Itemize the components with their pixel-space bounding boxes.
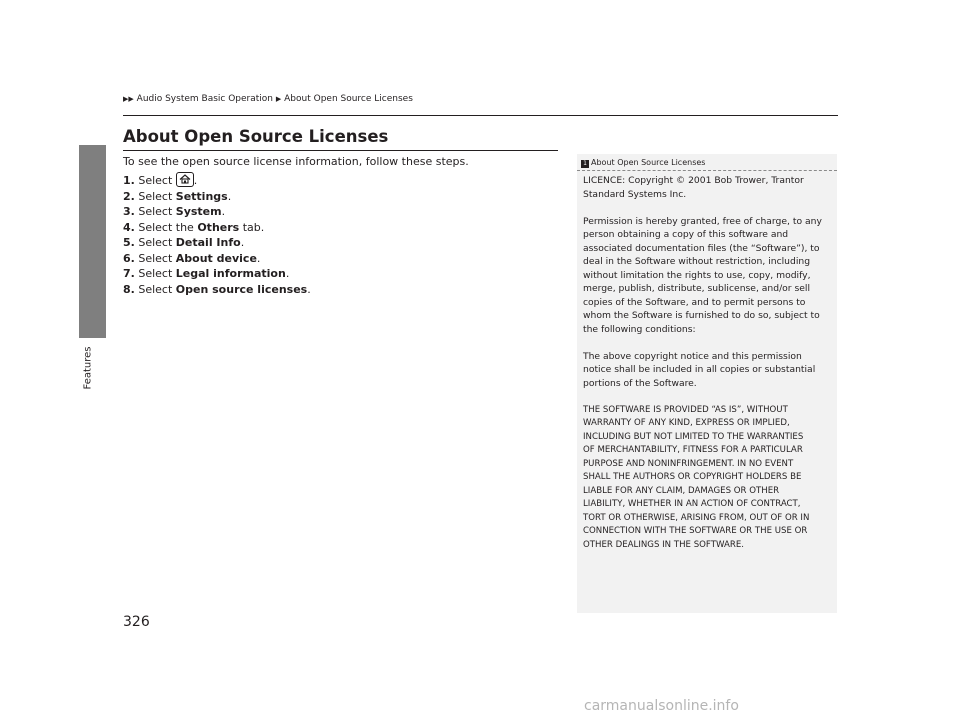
step-item: 3. Select System. [123,205,226,218]
note-panel [577,154,837,613]
header-rule [123,115,838,116]
page-title: About Open Source Licenses [123,127,389,146]
note-heading: 1 About Open Source Licenses [581,158,705,168]
section-tab-label: Features [82,346,94,390]
breadcrumb-arrow-icon: ▶▶ [123,95,134,103]
note-paragraph: The above copyright notice and this permission notice shall be included in all copies or substantial portions of the Software. [583,350,816,389]
step-item: 5. Select Detail Info. [123,236,245,249]
home-icon [176,172,194,187]
breadcrumb-item-open-source[interactable]: About Open Source Licenses [284,94,413,104]
step-item: 8. Select Open source licenses. [123,282,311,296]
note-paragraph: Permission is hereby granted, free of charge, to any person obtaining a copy of this software and associated documentation files (the “Software”), to deal in the Software without restriction, including without limitation the rights to use, copy, modify, merge, publish, distribute, sublicense, and/or sell copies of the Software, and to permit persons to whom the Software is furnished to do so, subject to the following conditions: [583,215,822,335]
note-rule [577,170,837,171]
page-number: 326 [123,614,150,630]
step-item: 2. Select Settings. [123,189,232,203]
section-tab [79,145,106,338]
breadcrumb-arrow-icon: ▶ [275,95,282,103]
breadcrumb [123,94,413,104]
note-badge: 1 [581,160,589,168]
step-item: 4. Select the Others tab. [123,220,265,234]
note-paragraph: THE SOFTWARE IS PROVIDED “AS IS”, WITHOUT WARRANTY OF ANY KIND, EXPRESS OR IMPLIED, INCLUDING BUT NOT LIMITED TO THE WARRANTIES OF MERCHANTABILITY, FITNESS FOR A PARTICULAR PURPOSE AND NONINFRINGEMENT. IN NO EVENT SHALL THE AUTHORS OR COPYRIGHT HOLDERS BE LIABLE FOR ANY CLAIM, DAMAGES OR OTHER LIABILITY, WHETHER IN AN ACTION OF CONTRACT, TORT OR OTHERWISE, ARISING FROM, OUT OF OR IN CONNECTION WITH THE SOFTWARE OR THE USE OR OTHER DEALINGS IN THE SOFTWARE. [583,404,810,550]
breadcrumb-item-audio-system[interactable]: Audio System Basic Operation [136,94,273,104]
step-item: 1. Select . [123,174,198,187]
step-item: 7. Select Legal information. [123,267,290,280]
note-body [583,174,835,566]
watermark: carmanualsonline.info [584,698,739,714]
title-rule [123,150,558,151]
intro-text: To see the open source license information, follow these steps. [123,155,469,168]
steps-list [123,172,311,297]
note-paragraph: LICENCE: Copyright © 2001 Bob Trower, Trantor Standard Systems Inc. [583,175,804,200]
step-item: 6. Select About device. [123,251,261,265]
